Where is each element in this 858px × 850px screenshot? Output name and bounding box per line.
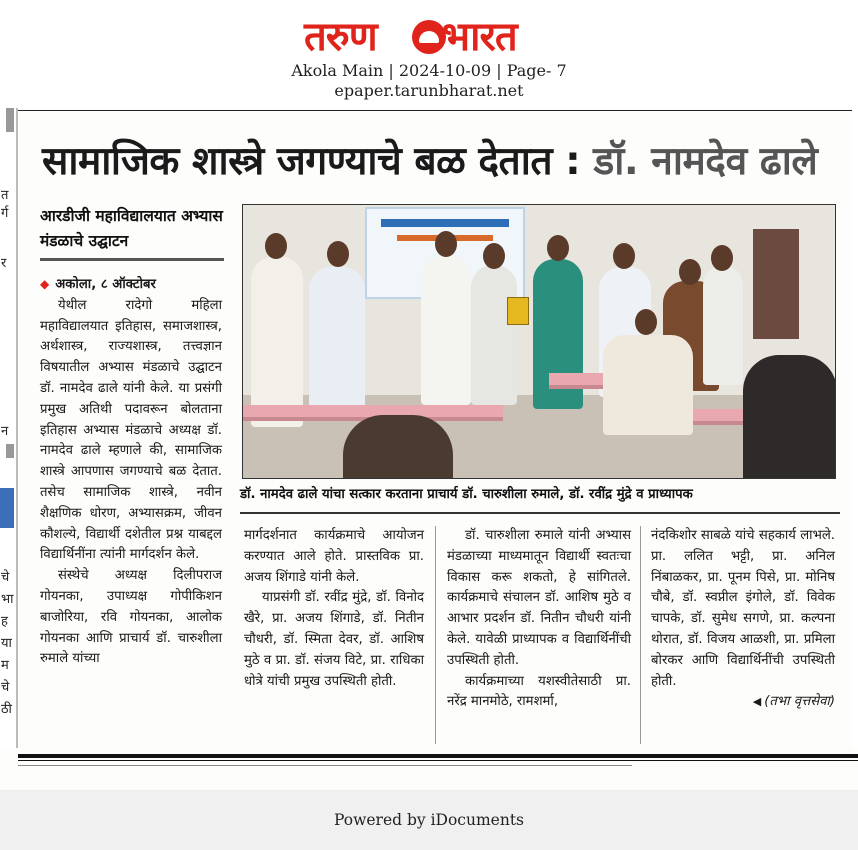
clipping-top-rule bbox=[18, 110, 858, 111]
paragraph: डॉ. चारुशीला रुमाले यांनी अभ्यास मंडळाच्या माध्यमातून विद्यार्थी स्वतःचा विकास करू शकतो, हे सांगितले. कार्यक्रमाचे संचालन डॉ. आशिष मुठे व आभार प्रदर्शन डॉ. नितीन चौधरी यांनी केले. यावेळी प्राध्यापक व विद्यार्थिनींची उपस्थिती होती. bbox=[447, 528, 631, 668]
strip-text: र bbox=[1, 256, 7, 271]
powered-by-footer[interactable]: Powered by iDocuments bbox=[0, 790, 858, 850]
paragraph: कार्यक्रमाच्या यशस्वीतेसाठी प्रा. नरेंद्र मानमोठे, रामशर्मा, bbox=[447, 673, 631, 710]
site-url[interactable]: epaper.tarunbharat.net bbox=[334, 81, 524, 100]
photo-caption: डॉ. नामदेव ढाले यांचा सत्कार करताना प्राचार्य डॉ. चारुशीला रुमाले, डॉ. रवींद्र मुंद्रे व प्राध्यापक bbox=[240, 487, 693, 502]
person-figure bbox=[309, 267, 365, 417]
strip-text: ठी bbox=[1, 702, 12, 717]
person-figure bbox=[421, 255, 471, 405]
article-column-3 bbox=[447, 526, 631, 713]
logo-wordmark-left: तरुण bbox=[304, 14, 377, 60]
issue-info: Akola Main | 2024-10-09 | Page- 7 bbox=[291, 61, 567, 80]
strip-grey-bar bbox=[6, 444, 14, 458]
strip-blue-block bbox=[0, 488, 14, 528]
masthead bbox=[0, 0, 858, 110]
person-head bbox=[613, 243, 635, 269]
strip-text: र्ग bbox=[1, 206, 9, 221]
paragraph: नंदकिशोर साबळे यांचे सहकार्य लाभले. प्रा. ललित भट्टी, प्रा. अनिल निंबाळकर, प्रा. पूनम पिसे, प्रा. मोनिष चौबे, डॉ. स्वप्नील इंगोले, डॉ. विवेक चापके, डॉ. सुमेध सगणे, प्रा. कल्पना थोरात, डॉ. विजय आळशी, प्रा. प्रमिला बोरकर आणि विद्यार्थिनींची उपस्थिती होती. bbox=[651, 528, 835, 689]
right-margin bbox=[852, 108, 858, 748]
book-gift bbox=[507, 297, 529, 325]
strip-grey-bar bbox=[6, 108, 14, 132]
dateline bbox=[40, 274, 222, 296]
lion-emblem-icon bbox=[412, 20, 446, 54]
paragraph: याप्रसंगी डॉ. रवींद्र मुंद्रे, डॉ. विनोद खैरे, प्रा. अजय शिंगाडे, डॉ. नितीन चौधरी, डॉ. स्मिता देवर, डॉ. आशिष मुठे व प्रा. डॉ. संजय विटे, प्रा. राधिका धोत्रे यांची प्रमुख उपस्थिती होती. bbox=[244, 590, 424, 689]
next-article-edge bbox=[18, 765, 632, 773]
red-diamond-icon: ◆ bbox=[40, 277, 50, 291]
bottom-thick-rule bbox=[18, 754, 858, 758]
column-divider bbox=[640, 526, 641, 744]
headline-name: डॉ. नामदेव ढाले bbox=[593, 139, 818, 184]
headline-main: सामाजिक शास्त्रे जगण्याचे बळ देतात : bbox=[42, 139, 581, 184]
article-headline bbox=[42, 136, 842, 188]
article-column-1 bbox=[40, 274, 222, 670]
person-figure bbox=[471, 265, 517, 405]
strip-text: त bbox=[1, 188, 9, 203]
person-head bbox=[483, 243, 505, 269]
person-head bbox=[547, 235, 569, 261]
person-head bbox=[711, 245, 733, 271]
paragraph: येथील रादेगो महिला महाविद्यालयात इतिहास, समाजशास्त्र, अर्थशास्त्र, राज्यशास्त्र, तत्त्वज्ञान विषयातील अभ्यास मंडळाचे उद्घाटन डॉ. नामदेव ढाले यांनी केले. या प्रसंगी प्रमुख अतिथी पदावरून बोलताना इतिहास अभ्यास मंडळाचे अध्यक्ष डॉ. नामदेव ढाले म्हणाले की, सामाजिक शास्त्रे आपणास जगण्याचे बळ देतात. तसेच सामाजिक शास्त्रे, नवीन शैक्षणिक धोरण, अभ्यासक्रम, जीवन कौशल्ये, विद्यार्थी दशेतील प्रश्न याबद्दल विद्यार्थिनींना त्यांनी मार्गदर्शन केले. bbox=[40, 297, 222, 563]
strip-text: चे bbox=[1, 680, 10, 695]
person-head bbox=[265, 233, 287, 259]
paragraph: संस्थेचे अध्यक्ष दिलीपराज गोयनका, उपाध्यक्ष गोपीकिशन बाजोरिया, रवि गोयनका, आलोक गोयनका आणि प्राचार्य डॉ. चारुशीला रुमाले यांच्या bbox=[40, 568, 222, 667]
dateline-text: अकोला, ८ ऑक्टोबर bbox=[55, 277, 156, 292]
seated-student bbox=[743, 355, 836, 479]
adjacent-article-strip bbox=[0, 108, 18, 748]
person-head bbox=[635, 309, 657, 335]
logo-wordmark-right: भारत bbox=[442, 14, 517, 60]
strip-text: ह bbox=[1, 614, 8, 629]
article-column-2 bbox=[244, 526, 424, 692]
credit-text: (तभा वृत्तसेवा) bbox=[764, 694, 835, 710]
news-credit bbox=[651, 692, 835, 713]
paragraph: मार्गदर्शनात कार्यक्रमाचे आयोजन करण्यात आले होते. प्रास्तविक प्रा. अजय शिंगाडे यांनी केले. bbox=[244, 528, 424, 585]
strip-text: न bbox=[1, 424, 9, 439]
event-photo bbox=[242, 204, 836, 479]
subheading-rule bbox=[40, 258, 224, 261]
strip-text: चे bbox=[1, 570, 10, 585]
person-head bbox=[327, 241, 349, 267]
column-divider bbox=[435, 526, 436, 744]
article-column-4 bbox=[651, 526, 835, 713]
article-subheading: आरडीजी महाविद्यालयात अभ्यास मंडळाचे उद्घाटन bbox=[40, 207, 223, 250]
photo-window bbox=[753, 229, 799, 339]
person-head bbox=[435, 231, 457, 257]
tarun-bharat-logo[interactable] bbox=[300, 14, 558, 60]
person-figure bbox=[251, 257, 303, 427]
caption-rule bbox=[240, 512, 840, 514]
strip-text: भा bbox=[1, 592, 14, 607]
strip-text: या bbox=[1, 636, 12, 651]
seated-student bbox=[603, 335, 693, 435]
person-figure bbox=[703, 265, 743, 385]
seated-student bbox=[343, 415, 453, 479]
person-head bbox=[679, 259, 701, 285]
triangle-left-icon: ◀ bbox=[752, 695, 762, 709]
bottom-thin-rule bbox=[18, 760, 858, 761]
newspaper-clipping bbox=[0, 108, 858, 790]
strip-text: म bbox=[1, 658, 9, 673]
